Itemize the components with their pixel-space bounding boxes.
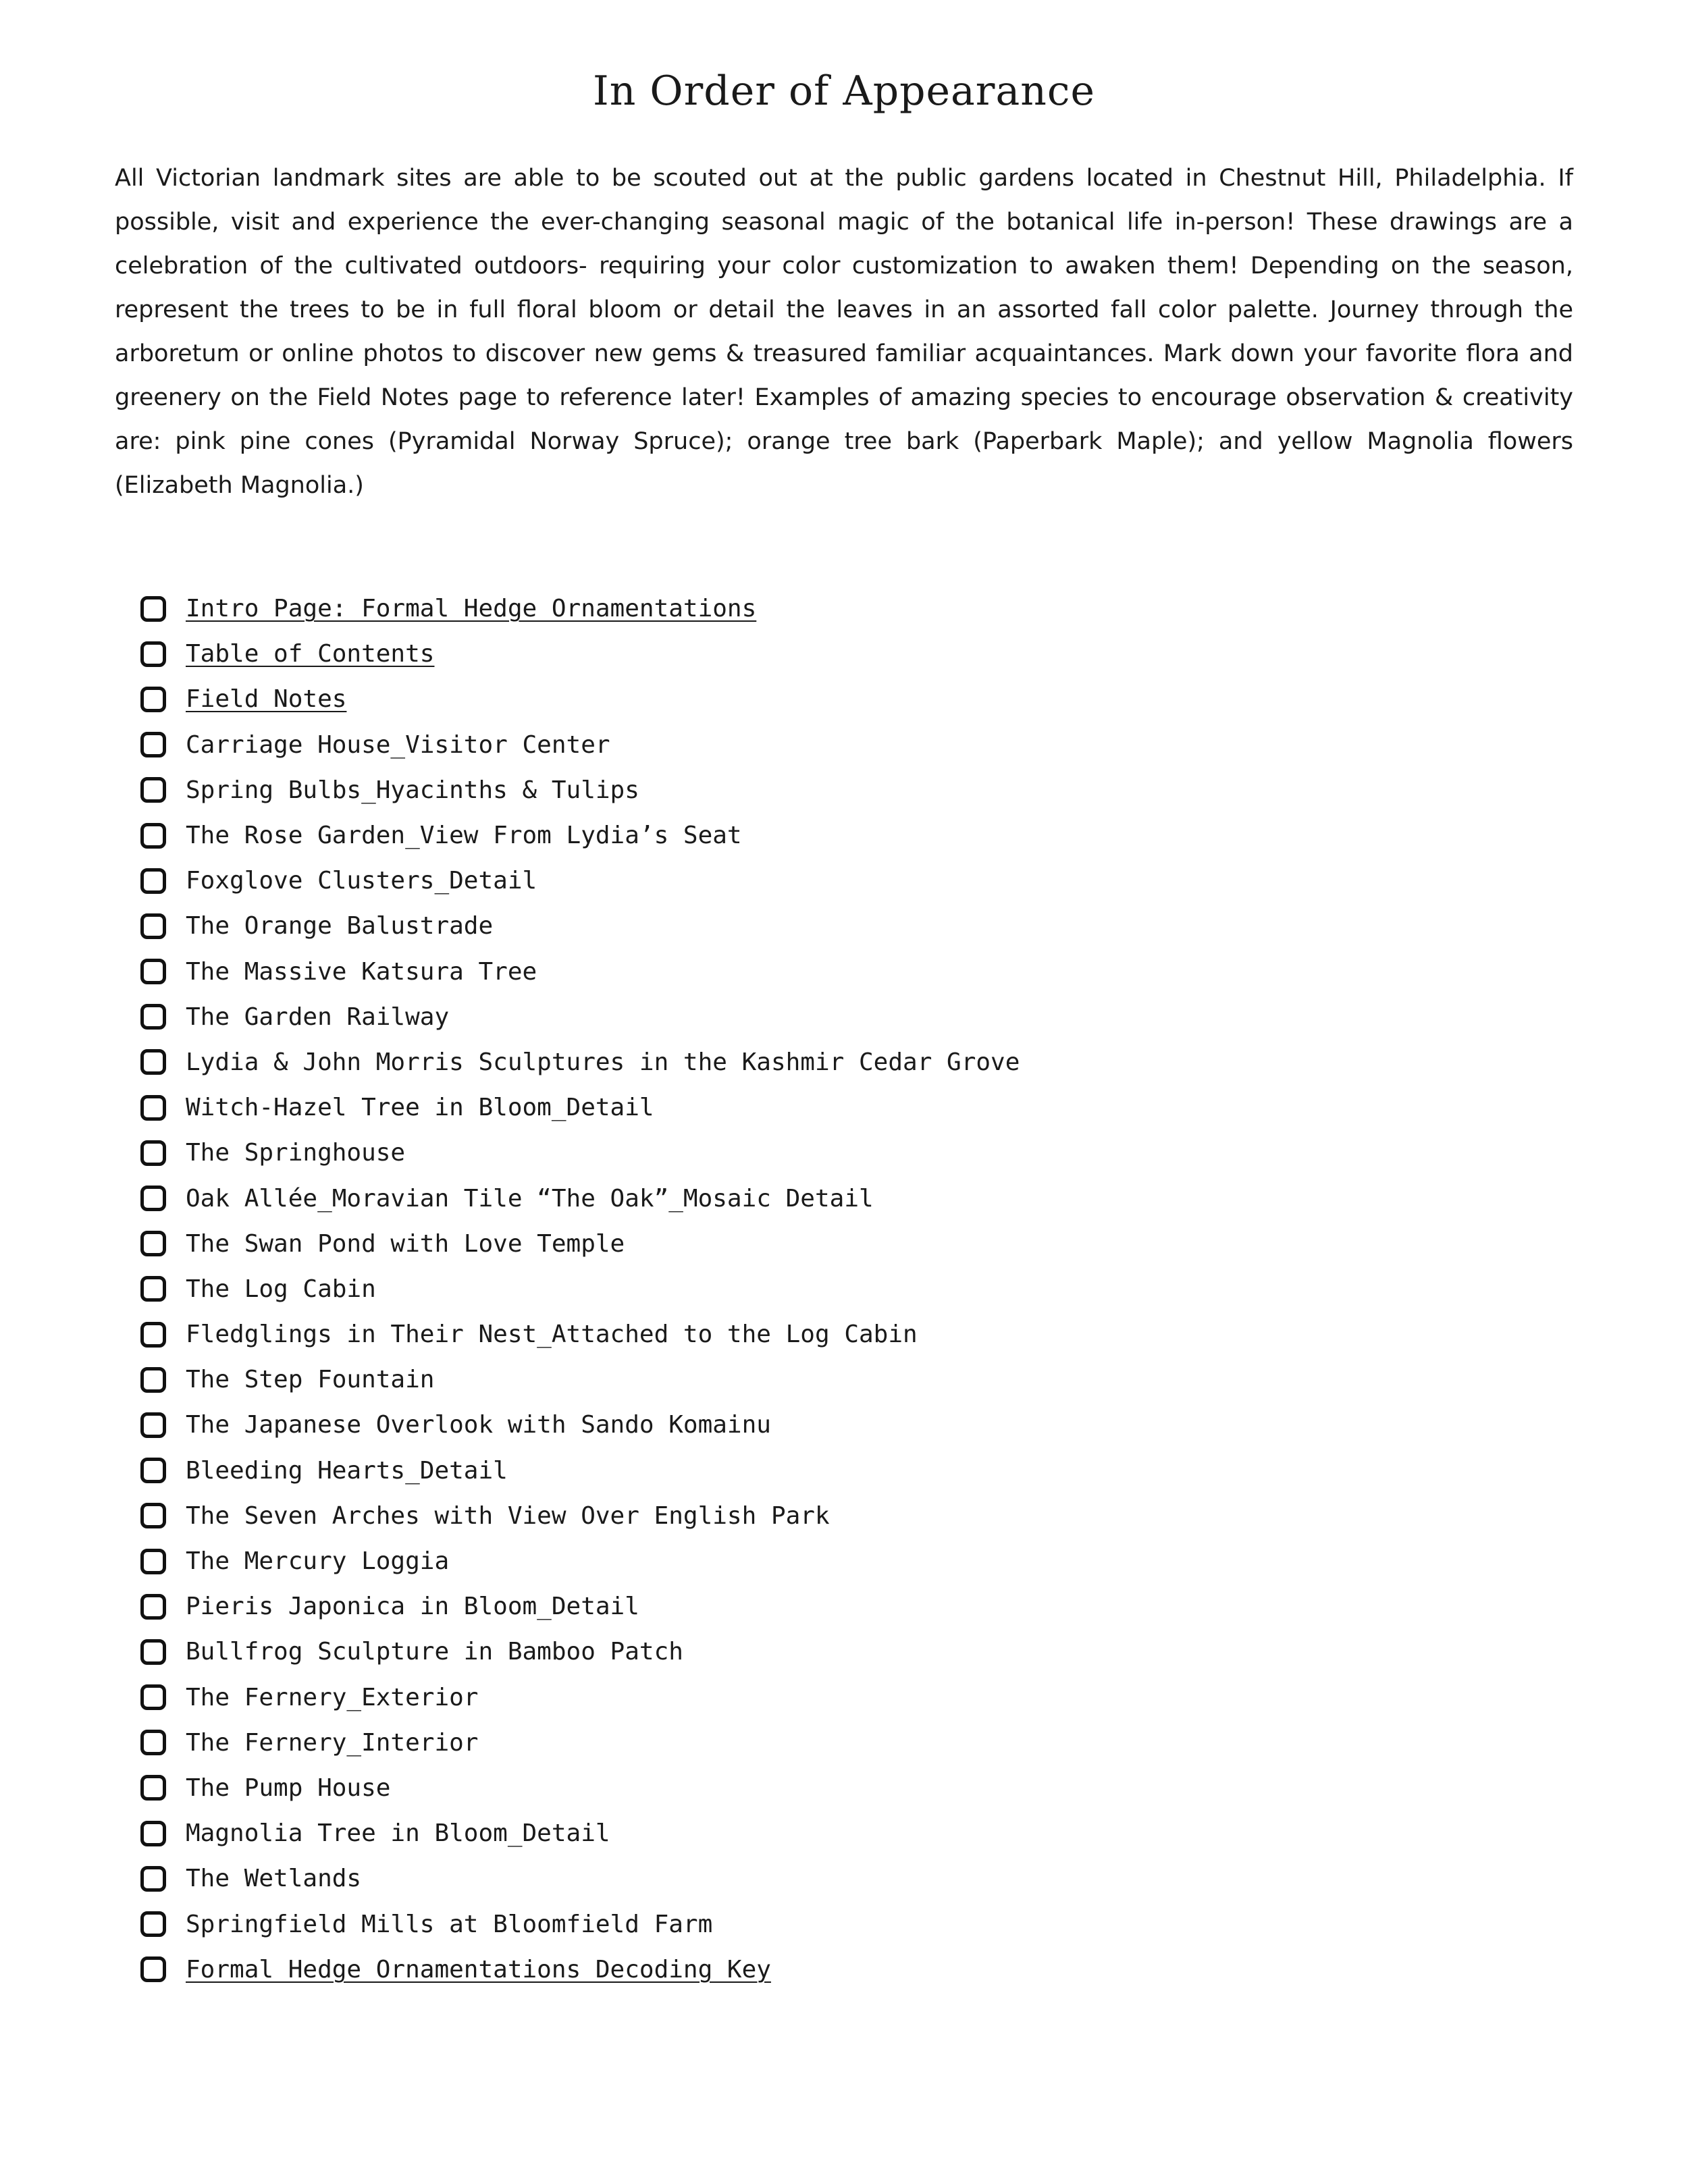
checklist-item bbox=[140, 1175, 1020, 1221]
checklist-label: Oak Allée_Moravian Tile “The Oak”_Mosaic Detail bbox=[186, 1184, 874, 1213]
checklist-item bbox=[140, 1402, 1020, 1447]
checklist-item bbox=[140, 1584, 1020, 1629]
checklist-item bbox=[140, 768, 1020, 813]
intro-paragraph: All Victorian landmark sites are able to be scouted out at the public gardens located in Chestnut Hill, Philadelphia. If possible, visit and experience the ever-changing seasonal magic of the botanical life in-person! These drawings are a celebration of the cultivated outdoors- requiring your color customization to awaken them! Depending on the season, represent the trees to be in full floral bloom or detail the leaves in an assorted fall color palette. Journey through the arboretum or online photos to discover new gems & treasured familiar acquaintances. Mark down your favorite flora and greenery on the Field Notes page to reference later! Examples of amazing species to encourage observation & creativity are: pink pine cones (Pyramidal Norway Spruce); orange tree bark (Paperbark Maple); and yellow Magnolia flowers (Elizabeth Magnolia.) bbox=[115, 165, 1573, 499]
checklist-checkbox[interactable] bbox=[140, 1503, 166, 1528]
checklist-checkbox[interactable] bbox=[140, 641, 166, 667]
checklist-item bbox=[140, 1130, 1020, 1175]
checklist-label: The Seven Arches with View Over English Park bbox=[186, 1501, 830, 1530]
checklist-label: Lydia & John Morris Sculptures in the Kashmir Cedar Grove bbox=[186, 1048, 1020, 1076]
checklist-item bbox=[140, 1312, 1020, 1357]
checklist-checkbox[interactable] bbox=[140, 1594, 166, 1620]
checklist-checkbox[interactable] bbox=[140, 868, 166, 894]
checklist-label: The Japanese Overlook with Sando Komainu bbox=[186, 1411, 771, 1439]
checklist-label: Fledglings in Their Nest_Attached to the Log Cabin bbox=[186, 1321, 918, 1349]
checklist-label: Magnolia Tree in Bloom_Detail bbox=[186, 1819, 610, 1848]
checklist-label: Springfield Mills at Bloomfield Farm bbox=[186, 1910, 713, 1938]
checklist-item bbox=[140, 994, 1020, 1040]
checklist-item bbox=[140, 722, 1020, 768]
checklist-label: The Mercury Loggia bbox=[186, 1547, 450, 1576]
checklist-label: The Fernery_Exterior bbox=[186, 1683, 479, 1711]
checklist-checkbox[interactable] bbox=[140, 1004, 166, 1030]
checklist-label: The Swan Pond with Love Temple bbox=[186, 1229, 625, 1258]
checklist-item bbox=[140, 1085, 1020, 1130]
checklist-label: Bullfrog Sculpture in Bamboo Patch bbox=[186, 1638, 683, 1666]
checklist-item bbox=[140, 1539, 1020, 1584]
checklist-checkbox[interactable] bbox=[140, 1775, 166, 1801]
checklist-item bbox=[140, 1629, 1020, 1674]
checklist-label: The Springhouse bbox=[186, 1139, 406, 1167]
checklist-checkbox[interactable] bbox=[140, 913, 166, 939]
checklist-label: Spring Bulbs_Hyacinths & Tulips bbox=[186, 776, 639, 804]
checklist-checkbox[interactable] bbox=[140, 1911, 166, 1937]
checklist-checkbox[interactable] bbox=[140, 732, 166, 757]
page-title: In Order of Appearance bbox=[593, 68, 1095, 115]
checklist-label: Bleeding Hearts_Detail bbox=[186, 1456, 508, 1485]
checklist-item bbox=[140, 1947, 1020, 1992]
checklist-checkbox[interactable] bbox=[140, 1231, 166, 1256]
checklist-item bbox=[140, 631, 1020, 676]
checklist-label: The Orange Balustrade bbox=[186, 912, 494, 940]
checklist-label: The Garden Railway bbox=[186, 1003, 450, 1031]
checklist-link[interactable]: Field Notes bbox=[186, 685, 347, 714]
checklist-checkbox[interactable] bbox=[140, 1684, 166, 1710]
checklist-checkbox[interactable] bbox=[140, 1140, 166, 1166]
checklist-item bbox=[140, 1720, 1020, 1765]
checklist-checkbox[interactable] bbox=[140, 1639, 166, 1665]
checklist-checkbox[interactable] bbox=[140, 1458, 166, 1483]
checklist-checkbox[interactable] bbox=[140, 1956, 166, 1982]
checklist-checkbox[interactable] bbox=[140, 1866, 166, 1892]
checklist-link[interactable]: Intro Page: Formal Hedge Ornamentations bbox=[186, 595, 757, 623]
checklist-item bbox=[140, 1765, 1020, 1811]
checklist-checkbox[interactable] bbox=[140, 959, 166, 984]
checklist-label: The Pump House bbox=[186, 1774, 391, 1802]
checklist bbox=[140, 586, 1020, 1992]
checklist-link[interactable]: Table of Contents bbox=[186, 640, 435, 668]
checklist-checkbox[interactable] bbox=[140, 596, 166, 622]
checklist-item bbox=[140, 813, 1020, 858]
checklist-item bbox=[140, 586, 1020, 631]
checklist-item bbox=[140, 1675, 1020, 1720]
checklist-item bbox=[140, 1267, 1020, 1312]
checklist-link[interactable]: Formal Hedge Ornamentations Decoding Key bbox=[186, 1955, 771, 1983]
checklist-label: The Wetlands bbox=[186, 1865, 362, 1893]
checklist-checkbox[interactable] bbox=[140, 1186, 166, 1211]
checklist-label: The Log Cabin bbox=[186, 1275, 376, 1303]
checklist-checkbox[interactable] bbox=[140, 1367, 166, 1393]
checklist-item bbox=[140, 1357, 1020, 1402]
checklist-item bbox=[140, 1811, 1020, 1856]
checklist-label: The Fernery_Interior bbox=[186, 1728, 479, 1757]
checklist-checkbox[interactable] bbox=[140, 1322, 166, 1348]
checklist-checkbox[interactable] bbox=[140, 1412, 166, 1438]
checklist-item bbox=[140, 858, 1020, 903]
checklist-label: Foxglove Clusters_Detail bbox=[186, 867, 537, 895]
checklist-checkbox[interactable] bbox=[140, 777, 166, 803]
checklist-label: Pieris Japonica in Bloom_Detail bbox=[186, 1593, 639, 1621]
checklist-checkbox[interactable] bbox=[140, 1549, 166, 1574]
checklist-item bbox=[140, 1040, 1020, 1085]
checklist-item bbox=[140, 1901, 1020, 1946]
checklist-label: The Step Fountain bbox=[186, 1366, 435, 1394]
checklist-checkbox[interactable] bbox=[140, 1821, 166, 1846]
checklist-checkbox[interactable] bbox=[140, 1095, 166, 1121]
checklist-label: The Rose Garden_View From Lydia’s Seat bbox=[186, 822, 742, 850]
checklist-item bbox=[140, 676, 1020, 722]
checklist-checkbox[interactable] bbox=[140, 823, 166, 849]
checklist-item bbox=[140, 903, 1020, 949]
checklist-item bbox=[140, 1221, 1020, 1267]
checklist-item bbox=[140, 1493, 1020, 1539]
checklist-label: The Massive Katsura Tree bbox=[186, 957, 537, 986]
checklist-item bbox=[140, 1856, 1020, 1901]
checklist-checkbox[interactable] bbox=[140, 687, 166, 712]
checklist-item bbox=[140, 949, 1020, 994]
checklist-checkbox[interactable] bbox=[140, 1049, 166, 1075]
checklist-label: Witch-Hazel Tree in Bloom_Detail bbox=[186, 1094, 654, 1122]
checklist-label: Carriage House_Visitor Center bbox=[186, 730, 610, 759]
checklist-checkbox[interactable] bbox=[140, 1276, 166, 1302]
checklist-item bbox=[140, 1448, 1020, 1493]
checklist-checkbox[interactable] bbox=[140, 1730, 166, 1755]
